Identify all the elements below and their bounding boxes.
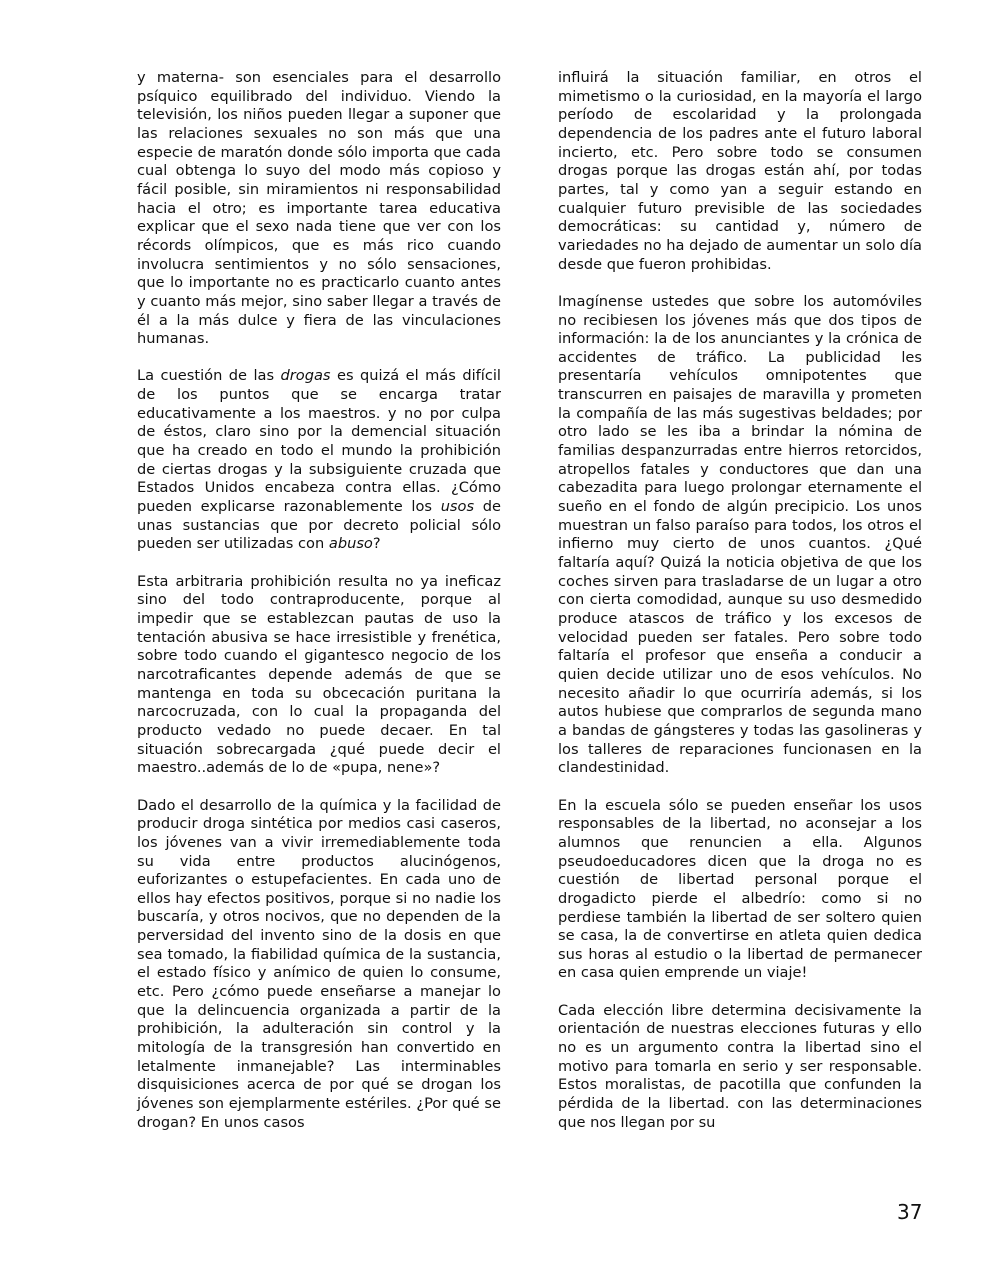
emphasis-usos: usos	[440, 498, 475, 516]
paragraph-text: En la escuela sólo se pueden enseñar los usos responsables de la libertad, no aconsejar a los alumnos que renuncien a ella. Algunos pseudoeducadores dicen que la droga no es cuestión de libertad personal porque el drogadicto pierde el albedrío: como si no perdiese también la libertad de ser soltero quien se casa, la de convertirse en atleta quien dedica sus horas al estudio o la libertad de permanecer en casa quien emprende un viaje!	[558, 796, 922, 982]
paragraph-prohibition	[137, 573, 501, 778]
paragraph-reasons	[558, 69, 922, 274]
paragraph-drug-question	[137, 367, 501, 554]
emphasis-drogas: drogas	[280, 367, 331, 385]
paragraph-automobiles	[558, 293, 922, 778]
paragraph-text: Dado el desarrollo de la química y la facilidad de producir droga sintética por medios casi caseros, los jóvenes van a vivir irremediablemente toda su vida entre productos alucinógenos, euforizantes o estupefacientes. En cada uno de ellos hay efectos positivos, porque si no nadie los buscaría, y otros nocivos, que no dependen de la perversidad del invento sino de la dosis en que sea tomado, la fiabilidad química de la sustancia, el estado físico y anímico de quien lo consume, etc. Pero ¿cómo puede enseñarse a manejar lo que la delincuencia organizada a partir de la prohibición, la adulteración sin control y la mitología de la transgresión han convertido en letalmente inmanejable? Las interminables disquisiciones acerca de por qué se drogan los jóvenes son ejemplarmente estériles. ¿Por qué se drogan? En unos casos	[137, 796, 501, 1131]
paragraph-text: Imagínense ustedes que sobre los automóviles no recibiesen los jóvenes más que dos tipos de información: la de los anunciantes y la crónica de accidentes de tráfico. La publicidad les presentaría vehículos omnipotentes que transcurren en paisajes de maravilla y prometen la compañía de las más sugestivas beldades; por otro lado se les iba a brindar la nómina de familias despanzurradas entre hierros retorcidos, atropellos fatales y conductores que dan una cabezadita para luego prolongar eternamente el sueño en el fondo de algún precipicio. Los unos muestran un falso paraíso para todos, los otros el infierno muy cierto de unos cuantos. ¿Qué faltaría aquí? Quizá la noticia objetiva de que los coches sirven para trasladarse de un lugar a otro con cierta comodidad, aunque su uso desmedido produce atascos de tráfico y los excesos de velocidad pueden ser fatales. Pero sobre todo faltaría el profesor que enseña a conducir a quien decide utilizar uno de esos vehículos. No necesito añadir lo que ocurriría además, si los autos hubiese que comprarlos de segunda mano a bandas de gángsteres y todas las gasolineras y los talleres de reparaciones funcionasen en la clandestinidad.	[558, 292, 922, 777]
page-number: 37	[897, 1200, 923, 1224]
paragraph-text: de unas sustancias que por decreto policial sólo pueden ser utilizadas con	[137, 498, 501, 553]
paragraph-text: ?	[372, 535, 381, 553]
paragraph-text: y materna- son esenciales para el desarrollo psíquico equilibrado del individuo. Viendo la televisión, los niños pueden llegar a suponer que las relaciones sexuales no son más que una especie de maratón donde sólo importa que cada cual obtenga lo suyo del modo más copioso y fácil posible, sin miramientos ni responsabilidad hacia el otro; es importante tarea educativa explicar que el sexo nada tiene que ver con los récords olímpicos, que es más rico cuando involucra sentimientos y no sólo sensaciones, que lo importante no es practicarlo cuanto antes y cuanto más mejor, sino saber llegar a través de él a la más dulce y fiera de las vinculaciones humanas.	[137, 69, 501, 348]
paragraph-text: Esta arbitraria prohibición resulta no ya ineficaz sino del todo contraproducente, porque al impedir que se establezcan pautas de uso la tentación abusiva se hace irresistible y frenética, sobre todo cuando el gigantesco negocio de los narcotraficantes depende además de que se mantenga en toda su obcecación puritana la narcocruzada, con lo cual la propaganda del producto vedado no puede decaer. En tal situación sobrecargada ¿qué puede decir el maestro..además de lo de «pupa, nene»?	[137, 572, 501, 777]
paragraph-text: influirá la situación familiar, en otros el mimetismo o la curiosidad, en la mayoría el largo período de escolaridad y la prolongada dependencia de los padres ante el futuro laboral incierto, etc. Pero sobre todo se consumen drogas porque las drogas están ahí, por todas partes, tal y como yan a seguir estando en cualquier futuro previsible de las sociedades democráticas: su cantidad y, número de variedades no ha dejado de aumentar un solo día desde que fueron prohibidas.	[558, 69, 922, 273]
paragraph-text: La cuestión de las	[137, 367, 281, 385]
paragraph-synthetic-drugs	[137, 797, 501, 1133]
paragraph-text: es quizá el más difícil de los puntos que se encarga tratar educativamente a los maestros. y no por culpa de éstos, claro sino por la demencial situación que ha creado en todo el mundo la prohibición de ciertas drogas y la subsiguiente cruzada que Estados Unidos encabeza contra ellas. ¿Cómo pueden explicarse razonablemente los	[137, 367, 501, 516]
paragraph-school-freedom	[558, 797, 922, 984]
paragraph-free-choice	[558, 1002, 922, 1133]
paragraph-text: Cada elección libre determina decisivamente la orientación de nuestras elecciones futuras y ello no es un argumento contra la libertad sino el motivo para tomarla en serio y ser responsable. Estos moralistas, de pacotilla que confunden la pérdida de la libertad. con las determinaciones que nos llegan por su	[558, 1001, 922, 1131]
emphasis-abuso: abuso	[328, 535, 373, 553]
left-text-column	[137, 69, 501, 1132]
right-text-column	[558, 69, 922, 1132]
paragraph-sex-education	[137, 69, 501, 349]
